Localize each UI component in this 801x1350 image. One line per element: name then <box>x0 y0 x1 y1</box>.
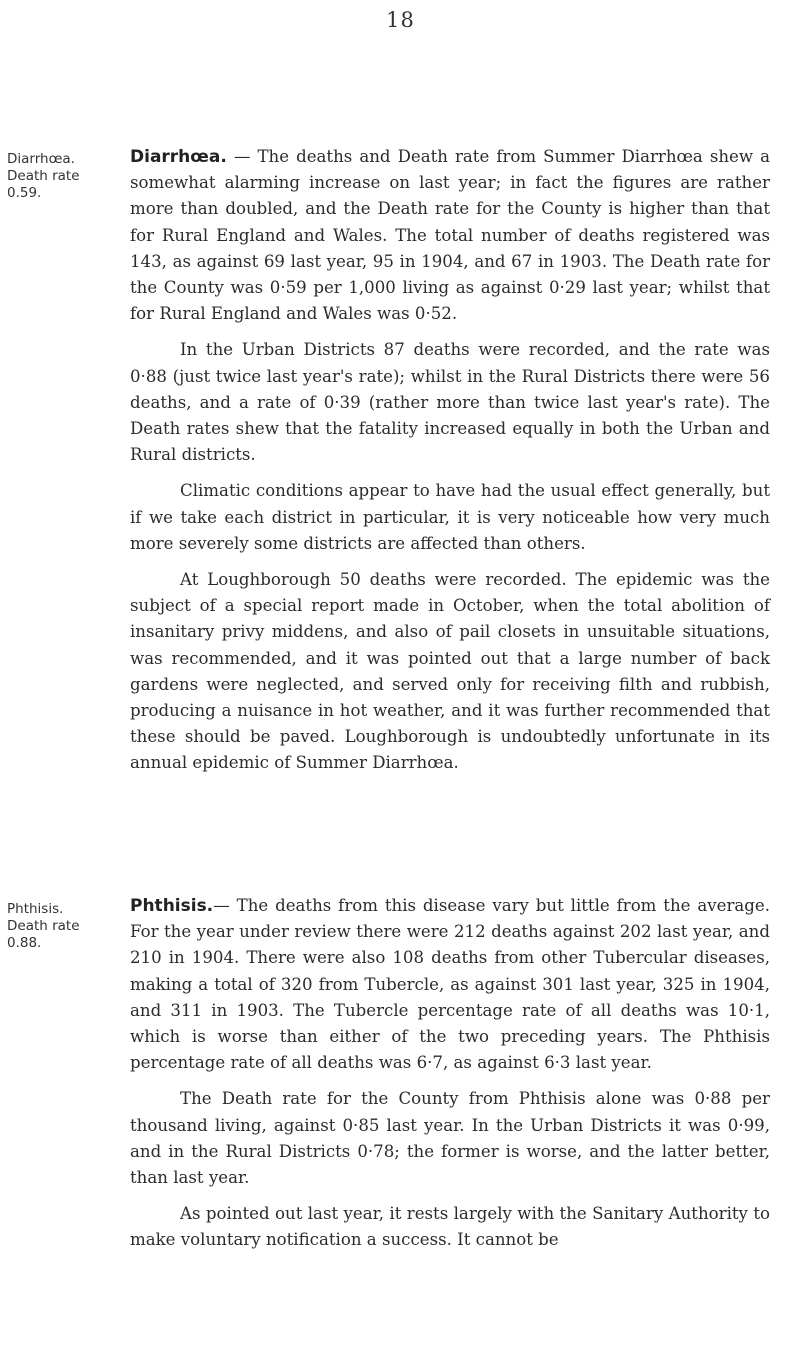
section-heading-phthisis: Phthisis. <box>130 896 214 916</box>
margin-note-line: 0.59. <box>7 185 42 201</box>
section-heading-diarrhoea: Diarrhœa. <box>130 147 227 167</box>
section-phthisis <box>130 893 770 1254</box>
margin-note-phthisis <box>7 901 87 952</box>
paragraph: In the Urban Districts 87 deaths were recorded, and the rate was 0·88 (just twice last year's rate); whilst in the Rural Districts there were 56 deaths, and a rate of 0·39 (rather more than twice last year's rate). The Death rates shew that the fatality increased equally in both the Urban and Rural districts. <box>130 340 770 465</box>
paragraph: Climatic conditions appear to have had the usual effect generally, but if we take each district in particular, it is very noticeable how very much more severely some districts are affected than others. <box>130 481 770 553</box>
margin-note-line: Death rate <box>7 918 80 934</box>
paragraph: The Death rate for the County from Phthisis alone was 0·88 per thousand living, against 0·85 last year. In the Urban Districts it was 0·99, and in the Rural Districts 0·78; the former is worse, and the latter better, than last year. <box>130 1089 770 1188</box>
margin-note-diarrhoea <box>7 151 87 202</box>
paragraph: As pointed out last year, it rests largely with the Sanitary Authority to make voluntary notification a success. It cannot be <box>130 1204 770 1250</box>
paragraph: At Loughborough 50 deaths were recorded. The epidemic was the subject of a special report made in October, when the total abolition of insanitary privy middens, and also of pail closets in unsuitable situations, was recommended, and it was pointed out that a large number of back gardens were neglected, and served only for receiving filth and rubbish, producing a nuisance in hot weather, and it was further recommended that these should be paved. Loughborough is undoubtedly unfortunate in its annual epidemic of Summer Diarrhœa. <box>130 570 770 773</box>
paragraph-text: The deaths from this disease vary but little from the average. For the year under review there were 212 deaths against 202 last year, and 210 in 1904. There were also 108 deaths from other Tubercular diseases, making a total of 320 from Tubercle, as against 301 last year, 325 in 1904, and 311 in 1903. The Tubercle percentage rate of all deaths was 10·1, which is worse than either of the two preceding years. The Phthisis percentage rate of all deaths was 6·7, as against 6·3 last year. <box>130 896 770 1073</box>
paragraph <box>130 144 770 327</box>
margin-note-line: Phthisis. <box>7 901 64 917</box>
heading-dash: — <box>226 147 258 166</box>
section-diarrhoea <box>130 144 770 777</box>
margin-note-line: Diarrhœa. <box>7 151 75 167</box>
heading-dash: — <box>213 896 237 915</box>
page-number: 18 <box>386 8 415 32</box>
margin-note-line: Death rate <box>7 168 80 184</box>
paragraph-text: The deaths and Death rate from Summer Diarrhœa shew a somewhat alarming increase on last year; in fact the figures are rather more than doubled, and the Death rate for the County is higher than that for Rural England and Wales. The total number of deaths registered was 143, as against 69 last year, 95 in 1904, and 67 in 1903. The Death rate for the County was 0·59 per 1,000 living as against 0·29 last year; whilst that for Rural England and Wales was 0·52. <box>130 147 770 324</box>
paragraph <box>130 893 770 1076</box>
margin-note-line: 0.88. <box>7 935 42 951</box>
